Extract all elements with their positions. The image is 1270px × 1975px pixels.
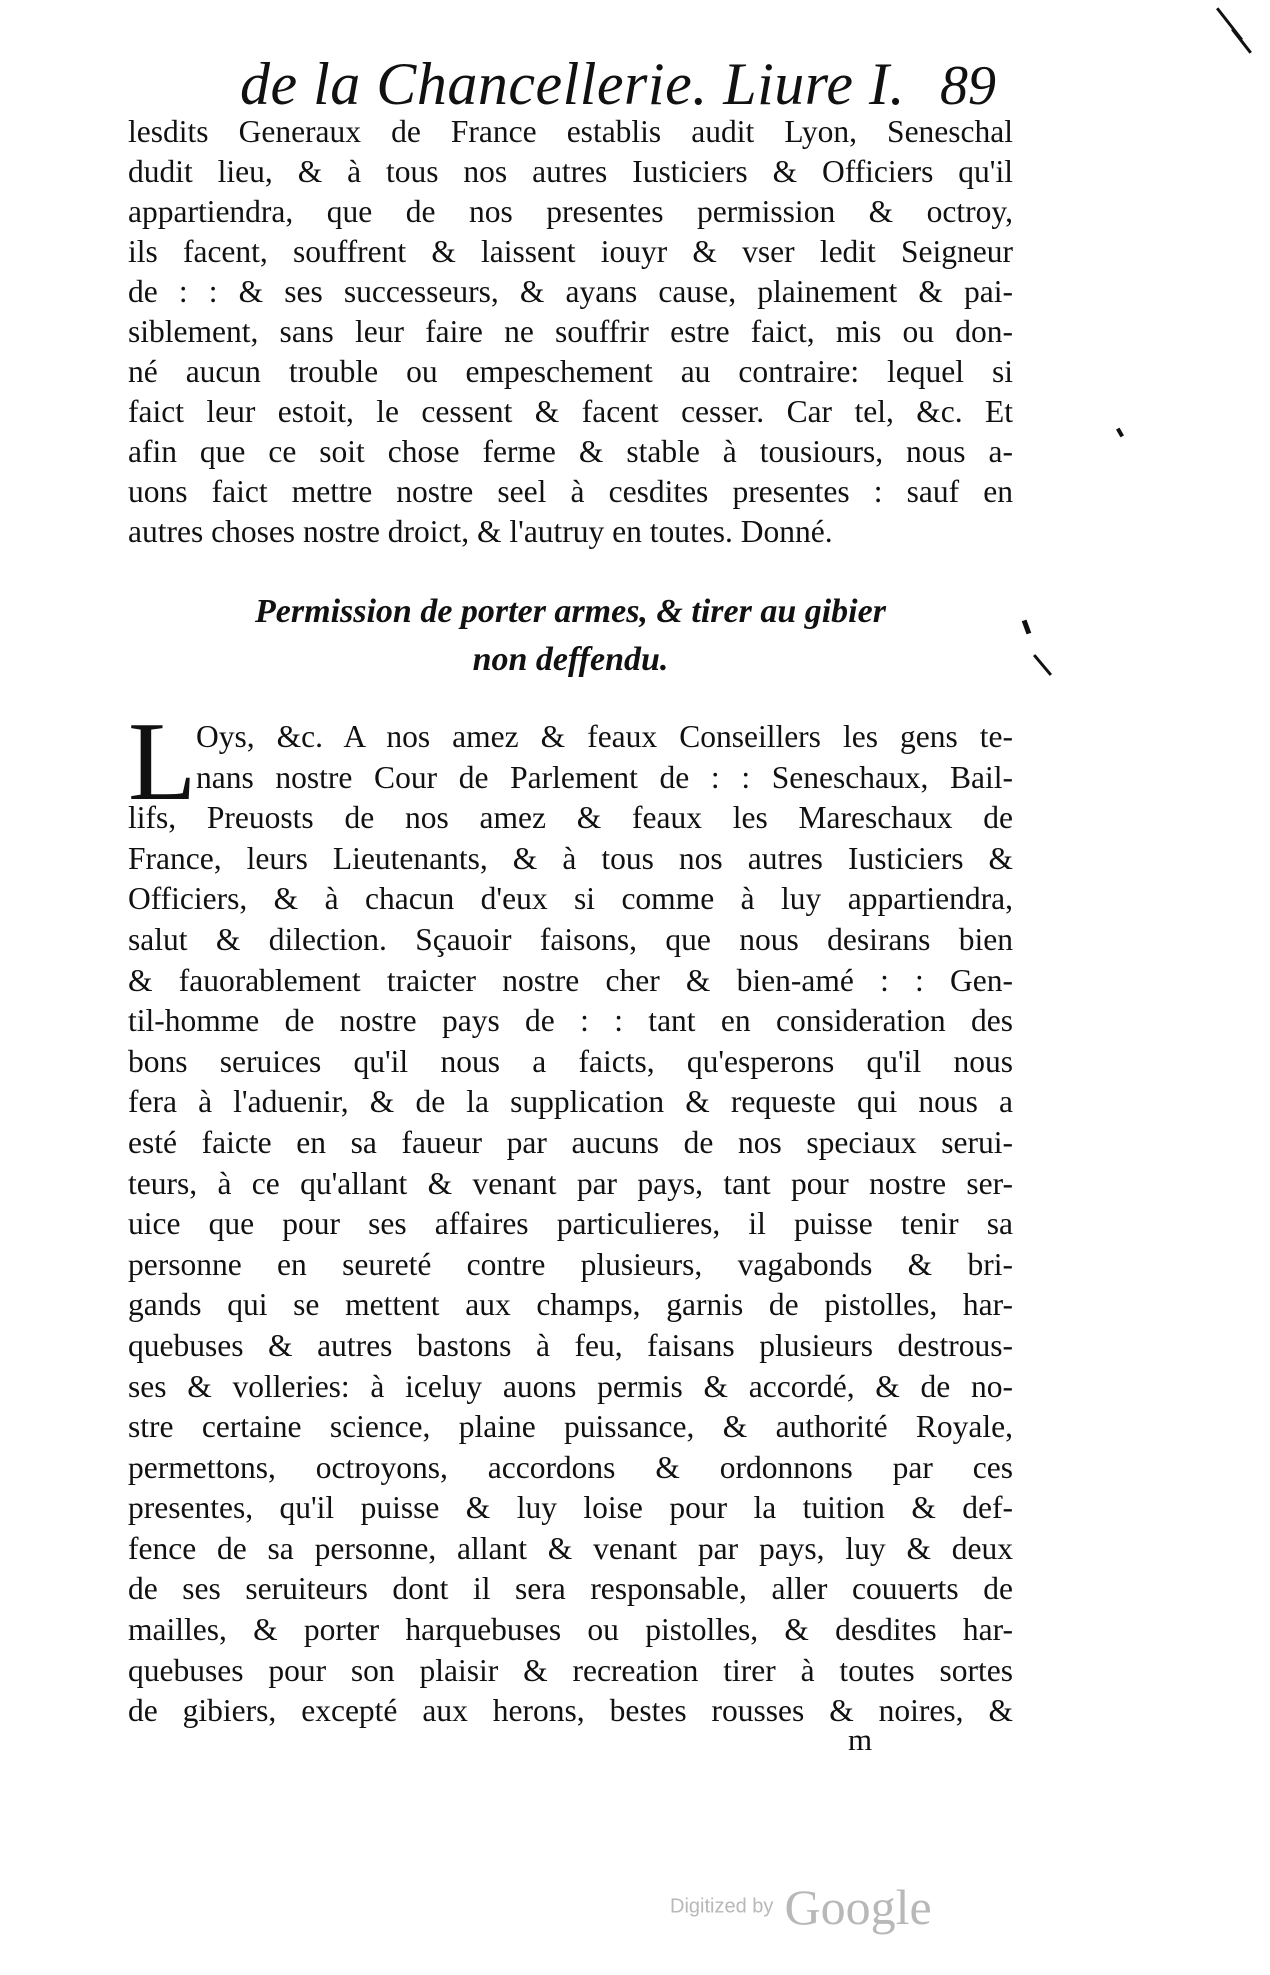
text-line: dudit lieu, & à tous nos autres Iusticiers & Officiers qu'il (128, 154, 1013, 189)
corner-ink-stroke (1231, 28, 1252, 53)
text-line: de gibiers, excepté aux herons, bestes rousses & noires, & (128, 1693, 1013, 1729)
text-line: & fauorablement traicter nostre cher & bien-amé : : Gen- (128, 962, 1013, 998)
text-line: Oys, &c. A nos amez & feaux Conseillers les gens te- (196, 719, 1013, 754)
text-line: appartiendra, que de nos presentes permission & octroy, (128, 194, 1013, 229)
text-line: ils facent, souffrent & laissent iouyr & vser ledit Seigneur (128, 234, 1013, 269)
text-line: til-homme de nostre pays de : : tant en consideration des (128, 1003, 1013, 1039)
text-line: Officiers, & à chacun d'eux si comme à luy appartiendra, (128, 881, 1013, 917)
text-line: né aucun trouble ou empeschement au contraire: lequel si (128, 354, 1013, 389)
text-line: autres choses nostre droict, & l'autruy en toutes. Donné. (128, 514, 833, 549)
heading-line: non deffendu. (472, 641, 669, 678)
text-line: gands qui se mettent aux champs, garnis de pistolles, har- (128, 1287, 1013, 1323)
text-line: lifs, Preuosts de nos amez & feaux les Mareschaux de (128, 800, 1013, 836)
text-line: presentes, qu'il puisse & luy loise pour la tuition & def- (128, 1490, 1013, 1526)
watermark-logo: Google (784, 1879, 932, 1935)
text-line: ses & volleries: à iceluy auons permis & accordé, & de no- (128, 1368, 1013, 1404)
text-line: mailles, & porter harquebuses ou pistolles, & desdites har- (128, 1612, 1013, 1648)
text-line: afin que ce soit chose ferme & stable à tousiours, nous a- (128, 434, 1013, 469)
ink-speck (1116, 428, 1124, 438)
page-number: 89 (940, 55, 996, 117)
text-line: de : : & ses successeurs, & ayans cause, plainement & pai- (128, 274, 1013, 309)
text-line: salut & dilection. Sçauoir faisons, que nous desirans bien (128, 921, 1013, 957)
text-line: quebuses pour son plaisir & recreation tirer à toutes sortes (128, 1652, 1013, 1688)
text-line: personne en seureté contre plusieurs, vagabonds & bri- (128, 1246, 1013, 1282)
text-line: teurs, à ce qu'allant & venant par pays, tant pour nostre ser- (128, 1165, 1013, 1201)
text-line: faict leur estoit, le cessent & facent cesser. Car tel, &c. Et (128, 394, 1013, 429)
catchword: m (848, 1722, 873, 1757)
text-line: bons seruices qu'il nous a faicts, qu'esperons qu'il nous (128, 1043, 1013, 1079)
text-line: siblement, sans leur faire ne souffrir estre faict, mis ou don- (128, 314, 1013, 349)
text-line: permettons, octroyons, accordons & ordonnons par ces (128, 1449, 1013, 1485)
text-line: quebuses & autres bastons à feu, faisans plusieurs destrous- (128, 1327, 1013, 1363)
text-line: esté faicte en sa faueur par aucuns de nos speciaux serui- (128, 1124, 1013, 1160)
drop-cap: L (128, 700, 197, 824)
ink-stroke (1033, 654, 1052, 676)
text-line: France, leurs Lieutenants, & à tous nos autres Iusticiers & (128, 840, 1013, 876)
continuation-paragraph (128, 112, 1013, 552)
heading-line: Permission de porter armes, & tirer au gibier (255, 593, 886, 630)
ink-speck (1022, 620, 1031, 635)
text-line: nans nostre Cour de Parlement de : : Seneschaux, Bail- (196, 759, 1013, 795)
text-line: uons faict mettre nostre seel à cesdites presentes : sauf en (128, 474, 1013, 509)
section-heading (128, 588, 1013, 684)
text-line: fence de sa personne, allant & venant par pays, luy & deux (128, 1530, 1013, 1566)
text-line: lesdits Generaux de France establis audit Lyon, Seneschal (128, 114, 1013, 149)
watermark-prefix: Digitized by (670, 1895, 774, 1918)
text-line: fera à l'aduenir, & de la supplication & requeste qui nous a (128, 1084, 1013, 1120)
letters-patent-paragraph (128, 717, 1013, 1732)
text-line: stre certaine science, plaine puissance, & authorité Royale, (128, 1409, 1013, 1445)
text-line: uice que pour ses affaires particulieres, il puisse tenir sa (128, 1206, 1013, 1242)
running-title: de la Chancellerie. Liure I. (240, 51, 905, 117)
text-line: de ses seruiteurs dont il sera responsable, aller couuerts de (128, 1571, 1013, 1607)
digitization-watermark (670, 1878, 1010, 1938)
running-head (240, 50, 1040, 120)
